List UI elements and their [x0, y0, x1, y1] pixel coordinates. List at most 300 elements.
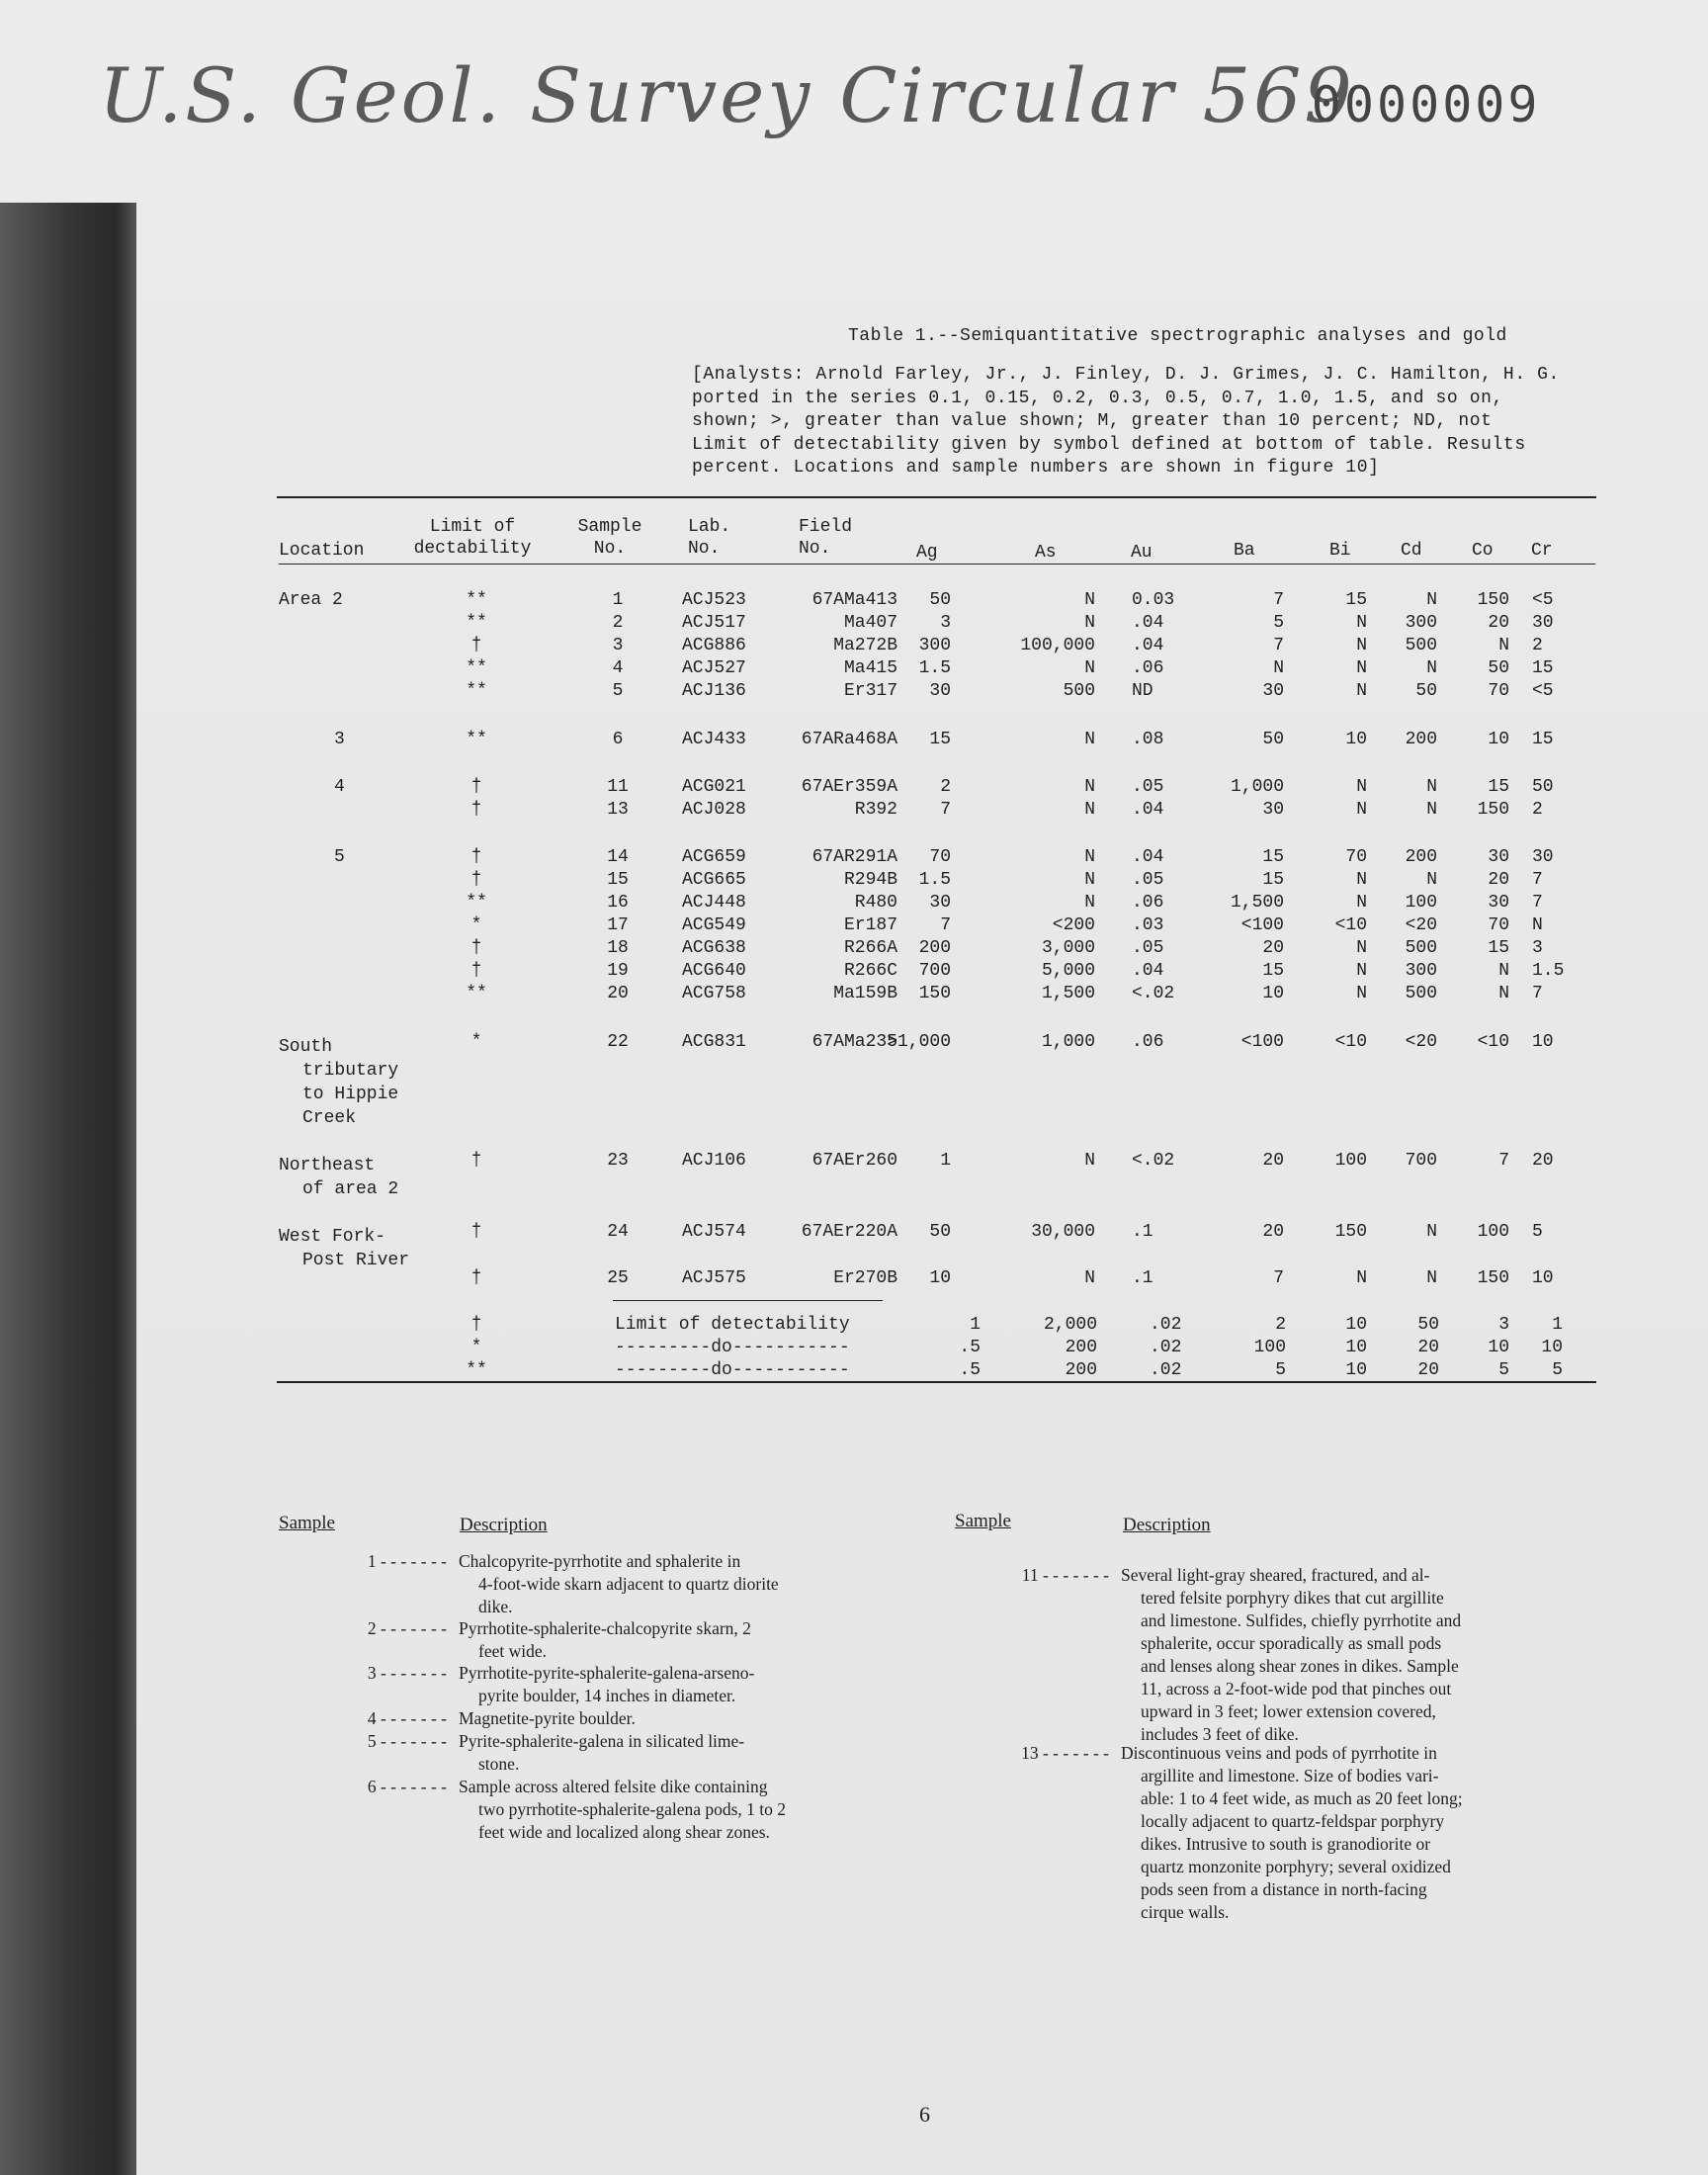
- table-cell-field: 67AMa235: [811, 1032, 897, 1052]
- table-cell-cd: <20: [1405, 1032, 1437, 1052]
- desc-sample-header-left: Sample: [279, 1513, 335, 1533]
- table-cell-au: .04: [1132, 847, 1164, 867]
- table-cell-bi: N: [1356, 938, 1367, 958]
- table-cell-co: N: [1498, 984, 1509, 1003]
- table-cell-limit: †: [470, 800, 482, 820]
- table-cell-as: 100,000: [1020, 636, 1095, 655]
- location-label-line: tributary: [302, 1061, 399, 1081]
- table-cell-ag: 7: [940, 800, 951, 820]
- table-cell-bi: N: [1356, 961, 1367, 981]
- table-cell-cr: 15: [1532, 730, 1554, 749]
- table-cell-cr: <5: [1532, 681, 1554, 701]
- location-label: 5: [334, 847, 345, 867]
- table-cell-field: 67ARa468A: [801, 730, 897, 749]
- table-cell-sample: 5: [612, 681, 624, 701]
- table-cell-bi: <10: [1334, 1032, 1367, 1052]
- table-cell-ba: N: [1273, 658, 1284, 678]
- table-cell-au: .05: [1132, 777, 1164, 797]
- table-cell-limit: **: [466, 590, 487, 610]
- table-cell-field: R480: [854, 893, 897, 913]
- desc-text-line: Pyrite-sphalerite-galena in silicated lime-: [459, 1731, 745, 1751]
- table-cell-co: 70: [1488, 681, 1509, 701]
- table-cell-au: .04: [1132, 613, 1164, 633]
- limit-row-au: .02: [1150, 1360, 1182, 1380]
- table-cell-au: .06: [1132, 658, 1164, 678]
- table-cell-cd: N: [1426, 658, 1437, 678]
- desc-text-line: quartz monzonite porphyry; several oxidized: [1141, 1857, 1451, 1876]
- location-label: 3: [334, 730, 345, 749]
- location-label: [279, 1154, 398, 1201]
- col-header-cd: Cd: [1401, 541, 1422, 561]
- table-cell-limit: **: [466, 681, 487, 701]
- limit-row-bi: 10: [1345, 1315, 1367, 1335]
- table-cell-sample: 20: [607, 984, 629, 1003]
- table-cell-sample: 4: [612, 658, 624, 678]
- table-cell-field: Ma415: [843, 658, 897, 678]
- table-cell-lab: ACJ575: [682, 1268, 746, 1288]
- table-cell-au: .03: [1132, 915, 1164, 935]
- table-cell-ba: 1,500: [1230, 893, 1284, 913]
- table-cell-as: 3,000: [1041, 938, 1095, 958]
- table-bottom-rule: [277, 1381, 1596, 1383]
- location-label: 4: [334, 777, 345, 797]
- table-cell-ba: <100: [1240, 915, 1284, 935]
- table-cell-sample: 16: [607, 893, 629, 913]
- desc-text-line: tered felsite porphyry dikes that cut argillite: [1141, 1588, 1444, 1608]
- table-cell-sample: 23: [607, 1151, 629, 1171]
- table-cell-au: .04: [1132, 800, 1164, 820]
- table-cell-ag: 50: [929, 1222, 951, 1242]
- table-cell-limit: †: [470, 1222, 482, 1242]
- table-cell-as: 30,000: [1031, 1222, 1095, 1242]
- table-cell-bi: N: [1356, 870, 1367, 890]
- table-cell-ag: 1.5: [918, 658, 951, 678]
- desc-text-line: feet wide.: [478, 1641, 547, 1661]
- table-cell-lab: ACG640: [682, 961, 746, 981]
- desc-text-line: feet wide and localized along shear zones.: [478, 1822, 770, 1842]
- table-cell-co: 30: [1488, 847, 1509, 867]
- table-cell-cr: 10: [1532, 1032, 1554, 1052]
- table-cell-lab: ACG638: [682, 938, 746, 958]
- table-cell-ag: 200: [918, 938, 951, 958]
- col-header-sample: [567, 516, 652, 560]
- table-cell-limit: †: [470, 961, 482, 981]
- table-cell-co: N: [1498, 961, 1509, 981]
- desc-text-line: dikes. Intrusive to south is granodiorite or: [1141, 1834, 1431, 1854]
- location-label-line: Post River: [302, 1251, 410, 1270]
- limit-row-cr: 10: [1541, 1338, 1563, 1357]
- table-cell-au: .04: [1132, 636, 1164, 655]
- table-cell-co: <10: [1477, 1032, 1509, 1052]
- table-cell-as: N: [1084, 1151, 1095, 1171]
- table-cell-cd: N: [1426, 1222, 1437, 1242]
- location-label-line: of area 2: [302, 1179, 399, 1199]
- table-cell-ba: 5: [1273, 613, 1284, 633]
- limit-row-cd: 20: [1417, 1338, 1439, 1357]
- table-cell-cd: N: [1426, 800, 1437, 820]
- headnote-line: Limit of detectability given by symbol defined at bottom of table. Results: [692, 434, 1526, 455]
- table-cell-as: N: [1084, 730, 1095, 749]
- table-cell-cd: 700: [1405, 1151, 1437, 1171]
- col-header-limit: [403, 516, 542, 560]
- table-cell-as: N: [1084, 893, 1095, 913]
- col-header-sample-line: Sample: [577, 517, 642, 537]
- limit-row-bi: 10: [1345, 1338, 1367, 1357]
- handwritten-title: [99, 51, 1541, 160]
- table-cell-limit: *: [470, 1032, 482, 1052]
- table-cell-cd: N: [1426, 870, 1437, 890]
- table-cell-ba: 10: [1262, 984, 1284, 1003]
- table-cell-as: 500: [1063, 681, 1095, 701]
- table-header-rule: [279, 564, 1595, 565]
- table-cell-ba: <100: [1240, 1032, 1284, 1052]
- desc-text-line: stone.: [478, 1754, 520, 1774]
- page-number: 6: [919, 2102, 930, 2127]
- table-cell-ba: 20: [1262, 938, 1284, 958]
- table-cell-au: .05: [1132, 870, 1164, 890]
- table-cell-au: .04: [1132, 961, 1164, 981]
- table-cell-as: N: [1084, 613, 1095, 633]
- table-cell-limit: **: [466, 893, 487, 913]
- table-cell-lab: ACG659: [682, 847, 746, 867]
- table-cell-ag: 30: [929, 893, 951, 913]
- table-cell-lab: ACJ517: [682, 613, 746, 633]
- table-cell-sample: 13: [607, 800, 629, 820]
- location-label-line: South: [279, 1037, 333, 1057]
- desc-text-line: able: 1 to 4 feet wide, as much as 20 feet long;: [1141, 1788, 1463, 1808]
- table-cell-cr: 30: [1532, 613, 1554, 633]
- table-cell-limit: †: [470, 636, 482, 655]
- limit-row-cd: 50: [1417, 1315, 1439, 1335]
- limit-row-as: 200: [1065, 1338, 1097, 1357]
- col-header-limit-line: dectability: [413, 539, 532, 559]
- table-cell-ag: 50: [929, 590, 951, 610]
- desc-text-line: 4-foot-wide skarn adjacent to quartz diorite: [478, 1574, 779, 1594]
- desc-description-header-left: Description: [460, 1515, 548, 1535]
- table-cell-field: 67AEr260: [811, 1151, 897, 1171]
- desc-text-line: dike.: [478, 1597, 513, 1616]
- col-header-ba: Ba: [1234, 541, 1255, 561]
- table-cell-limit: †: [470, 1268, 482, 1288]
- desc-text-line: Pyrrhotite-pyrite-sphalerite-galena-arseno-: [459, 1663, 755, 1683]
- desc-sample-header-right: Sample: [955, 1511, 1011, 1531]
- desc-sample-number: 5 - - - - - - -: [367, 1731, 447, 1751]
- table-cell-ag: 30: [929, 681, 951, 701]
- limit-row-ba: 100: [1253, 1338, 1286, 1357]
- table-cell-ba: 30: [1262, 800, 1284, 820]
- col-header-lab-line: No.: [688, 539, 721, 559]
- headnote-line: [Analysts: Arnold Farley, Jr., J. Finley, D. J. Grimes, J. C. Hamilton, H. G.: [692, 365, 1560, 385]
- table-cell-as: 1,000: [1041, 1032, 1095, 1052]
- table-cell-lab: ACJ106: [682, 1151, 746, 1171]
- limit-row-cr: 1: [1552, 1315, 1563, 1335]
- table-cell-field: Ma159B: [833, 984, 897, 1003]
- table-cell-cr: 3: [1532, 938, 1543, 958]
- table-cell-ag: 300: [918, 636, 951, 655]
- limit-row-bi: 10: [1345, 1360, 1367, 1380]
- table-cell-lab: ACJ574: [682, 1222, 746, 1242]
- limit-row-symbol: **: [466, 1360, 487, 1380]
- table-cell-co: 15: [1488, 777, 1509, 797]
- table-cell-limit: *: [470, 915, 482, 935]
- table-cell-ag: 1: [940, 1151, 951, 1171]
- col-header-field-line: Field: [799, 517, 853, 537]
- limit-row-as: 200: [1065, 1360, 1097, 1380]
- col-header-co: Co: [1472, 541, 1494, 561]
- table-cell-bi: N: [1356, 800, 1367, 820]
- table-cell-co: 20: [1488, 870, 1509, 890]
- table-cell-ba: 15: [1262, 870, 1284, 890]
- table-cell-field: Ma407: [843, 613, 897, 633]
- desc-text-line: Magnetite-pyrite boulder.: [459, 1708, 636, 1728]
- table-cell-co: 30: [1488, 893, 1509, 913]
- table-cell-ag: 150: [918, 984, 951, 1003]
- table-cell-ba: 7: [1273, 590, 1284, 610]
- limit-row-co: 3: [1498, 1315, 1509, 1335]
- table-cell-ba: 30: [1262, 681, 1284, 701]
- table-cell-sample: 18: [607, 938, 629, 958]
- desc-text-line: Discontinuous veins and pods of pyrrhotite in: [1121, 1743, 1437, 1763]
- table-cell-cd: 300: [1405, 961, 1437, 981]
- table-cell-co: 20: [1488, 613, 1509, 633]
- table-cell-as: N: [1084, 870, 1095, 890]
- table-cell-co: 150: [1477, 590, 1509, 610]
- desc-text-line: sphalerite, occur sporadically as small pods: [1141, 1633, 1442, 1653]
- table-cell-ba: 20: [1262, 1151, 1284, 1171]
- location-label-line: to Hippie: [302, 1085, 399, 1104]
- scan-shadow-edge: [0, 203, 136, 2175]
- limit-row-symbol: *: [470, 1338, 482, 1357]
- table-cell-au: .1: [1132, 1222, 1153, 1242]
- table-top-rule: [277, 496, 1596, 498]
- table-cell-sample: 22: [607, 1032, 629, 1052]
- table-cell-ag: 70: [929, 847, 951, 867]
- table-cell-bi: N: [1356, 777, 1367, 797]
- col-header-field: [799, 516, 852, 560]
- location-label-line: West Fork-: [279, 1227, 386, 1247]
- headnote-line: percent. Locations and sample numbers are shown in figure 10]: [692, 458, 1380, 478]
- table-cell-cd: 500: [1405, 984, 1437, 1003]
- table-cell-lab: ACJ136: [682, 681, 746, 701]
- table-cell-bi: N: [1356, 681, 1367, 701]
- table-headnote: [692, 364, 1560, 480]
- table-cell-field: Er317: [843, 681, 897, 701]
- table-cell-cr: 7: [1532, 984, 1543, 1003]
- table-cell-sample: 17: [607, 915, 629, 935]
- table-cell-lab: ACG549: [682, 915, 746, 935]
- table-cell-field: Er187: [843, 915, 897, 935]
- table-cell-cr: 7: [1532, 893, 1543, 913]
- table-cell-ba: 7: [1273, 1268, 1284, 1288]
- table-cell-lab: ACG886: [682, 636, 746, 655]
- table-cell-bi: N: [1356, 636, 1367, 655]
- table-cell-cd: N: [1426, 1268, 1437, 1288]
- table-cell-au: <.02: [1132, 984, 1175, 1003]
- table-cell-cr: 1.5: [1532, 961, 1565, 981]
- table-cell-field: 67AEr220A: [801, 1222, 897, 1242]
- table-cell-field: R294B: [843, 870, 897, 890]
- desc-text-line: pods seen from a distance in north-facing: [1141, 1879, 1427, 1899]
- table-cell-lab: ACG021: [682, 777, 746, 797]
- table-cell-cd: 200: [1405, 847, 1437, 867]
- limit-row-symbol: †: [470, 1315, 482, 1335]
- table-cell-limit: †: [470, 870, 482, 890]
- col-header-lab-line: Lab.: [688, 517, 731, 537]
- table-cell-as: N: [1084, 590, 1095, 610]
- table-cell-bi: 15: [1345, 590, 1367, 610]
- desc-sample-number: 3 - - - - - - -: [367, 1663, 447, 1683]
- table-cell-cr: 2: [1532, 636, 1543, 655]
- table-cell-limit: †: [470, 777, 482, 797]
- desc-text-line: cirque walls.: [1141, 1902, 1230, 1922]
- table-cell-as: 5,000: [1041, 961, 1095, 981]
- table-cell-ba: 7: [1273, 636, 1284, 655]
- table-cell-limit: †: [470, 938, 482, 958]
- col-header-lab: [688, 516, 730, 560]
- desc-text-line: argillite and limestone. Size of bodies vari-: [1141, 1766, 1439, 1785]
- desc-text-line: pyrite boulder, 14 inches in diameter.: [478, 1686, 736, 1705]
- table-cell-co: N: [1498, 636, 1509, 655]
- desc-sample-number: 13 - - - - - - -: [1021, 1743, 1109, 1763]
- desc-sample-number: 1 - - - - - - -: [367, 1551, 447, 1571]
- table-cell-limit: **: [466, 613, 487, 633]
- table-cell-cr: 2: [1532, 800, 1543, 820]
- location-label: Area 2: [279, 590, 343, 610]
- table-caption: Table 1.--Semiquantitative spectrographic analyses and gold: [848, 326, 1507, 346]
- table-cell-limit: **: [466, 730, 487, 749]
- table-cell-ag: 700: [918, 961, 951, 981]
- table-cell-cr: 7: [1532, 870, 1543, 890]
- headnote-line: shown; >, greater than value shown; M, greater than 10 percent; ND, not: [692, 411, 1493, 432]
- table-cell-au: .06: [1132, 893, 1164, 913]
- location-label: [279, 1225, 409, 1272]
- table-cell-bi: N: [1356, 613, 1367, 633]
- desc-sample-number: 11 - - - - - - -: [1021, 1565, 1109, 1585]
- limit-rule: [613, 1300, 883, 1301]
- limit-row-label: Limit of detectability: [615, 1315, 850, 1335]
- table-cell-lab: ACJ028: [682, 800, 746, 820]
- table-cell-ag: 1.5: [918, 870, 951, 890]
- table-cell-bi: N: [1356, 658, 1367, 678]
- table-cell-bi: N: [1356, 893, 1367, 913]
- table-cell-cd: 100: [1405, 893, 1437, 913]
- table-cell-field: 67AEr359A: [801, 777, 897, 797]
- table-cell-co: 50: [1488, 658, 1509, 678]
- col-header-field-line: No.: [799, 539, 831, 559]
- col-header-limit-line: Limit of: [429, 517, 516, 537]
- table-cell-sample: 6: [612, 730, 624, 749]
- table-cell-bi: <10: [1334, 915, 1367, 935]
- table-cell-ag: >1,000: [887, 1032, 951, 1052]
- table-cell-limit: †: [470, 1151, 482, 1171]
- table-cell-sample: 3: [612, 636, 624, 655]
- col-header-bi: Bi: [1329, 541, 1351, 561]
- table-cell-cr: 5: [1532, 1222, 1543, 1242]
- table-cell-bi: 70: [1345, 847, 1367, 867]
- limit-row-ag: .5: [959, 1360, 981, 1380]
- table-cell-as: N: [1084, 777, 1095, 797]
- location-label-line: Northeast: [279, 1156, 376, 1175]
- table-cell-cr: <5: [1532, 590, 1554, 610]
- table-cell-ba: 20: [1262, 1222, 1284, 1242]
- table-cell-au: <.02: [1132, 1151, 1175, 1171]
- limit-row-ba: 5: [1275, 1360, 1286, 1380]
- table-cell-sample: 19: [607, 961, 629, 981]
- desc-text-line: two pyrrhotite-sphalerite-galena pods, 1 to 2: [478, 1799, 787, 1819]
- table-cell-as: 1,500: [1041, 984, 1095, 1003]
- handwritten-title-text: U.S. Geol. Survey Circular 569: [99, 51, 1355, 139]
- table-cell-lab: ACJ433: [682, 730, 746, 749]
- desc-text-line: and limestone. Sulfides, chiefly pyrrhotite and: [1141, 1610, 1462, 1630]
- table-cell-co: 100: [1477, 1222, 1509, 1242]
- table-cell-as: N: [1084, 658, 1095, 678]
- desc-description-header-right: Description: [1123, 1515, 1211, 1535]
- table-cell-cd: N: [1426, 590, 1437, 610]
- table-cell-co: 15: [1488, 938, 1509, 958]
- desc-text-line: and lenses along shear zones in dikes. Sample: [1141, 1656, 1459, 1676]
- limit-row-as: 2,000: [1043, 1315, 1097, 1335]
- table-cell-as: N: [1084, 847, 1095, 867]
- table-cell-cd: 50: [1415, 681, 1437, 701]
- limit-row-au: .02: [1150, 1315, 1182, 1335]
- table-cell-limit: †: [470, 847, 482, 867]
- col-header-cr: Cr: [1531, 541, 1553, 561]
- col-header-sample-line: No.: [593, 539, 627, 559]
- table-cell-field: 67AR291A: [811, 847, 897, 867]
- table-cell-ag: 3: [940, 613, 951, 633]
- desc-sample-number: 4 - - - - - - -: [367, 1708, 447, 1728]
- table-cell-limit: **: [466, 984, 487, 1003]
- table-cell-cr: 20: [1532, 1151, 1554, 1171]
- limit-row-cr: 5: [1552, 1360, 1563, 1380]
- desc-text-line: locally adjacent to quartz-feldspar porphyry: [1141, 1811, 1445, 1831]
- desc-text-line: Sample across altered felsite dike containing: [459, 1777, 768, 1796]
- location-label: [279, 1035, 398, 1130]
- table-cell-co: 70: [1488, 915, 1509, 935]
- table-cell-cd: 300: [1405, 613, 1437, 633]
- desc-text-line: includes 3 feet of dike.: [1141, 1724, 1299, 1744]
- desc-text-line: Several light-gray sheared, fractured, and al-: [1121, 1565, 1430, 1585]
- desc-sample-number: 6 - - - - - - -: [367, 1777, 447, 1796]
- headnote-line: ported in the series 0.1, 0.15, 0.2, 0.3, 0.5, 0.7, 1.0, 1.5, and so on,: [692, 388, 1503, 408]
- desc-sample-number: 2 - - - - - - -: [367, 1618, 447, 1638]
- desc-text-line: Chalcopyrite-pyrrhotite and sphalerite in: [459, 1551, 741, 1571]
- table-cell-cr: 10: [1532, 1268, 1554, 1288]
- table-cell-as: N: [1084, 800, 1095, 820]
- table-cell-sample: 14: [607, 847, 629, 867]
- location-label-line: Creek: [302, 1108, 357, 1128]
- table-cell-cr: N: [1532, 915, 1543, 935]
- table-cell-co: 10: [1488, 730, 1509, 749]
- table-cell-lab: ACG665: [682, 870, 746, 890]
- table-cell-co: 7: [1498, 1151, 1509, 1171]
- col-header-ag: Ag: [916, 543, 938, 563]
- table-cell-field: R266A: [843, 938, 897, 958]
- table-cell-ba: 15: [1262, 847, 1284, 867]
- table-cell-as: N: [1084, 1268, 1095, 1288]
- limit-row-label: ---------do-----------: [615, 1338, 850, 1357]
- table-cell-sample: 15: [607, 870, 629, 890]
- table-cell-au: .06: [1132, 1032, 1164, 1052]
- table-cell-as: <200: [1052, 915, 1095, 935]
- limit-row-label: ---------do-----------: [615, 1360, 850, 1380]
- table-cell-limit: **: [466, 658, 487, 678]
- table-cell-field: Ma272B: [833, 636, 897, 655]
- table-cell-bi: N: [1356, 984, 1367, 1003]
- table-cell-lab: ACG758: [682, 984, 746, 1003]
- limit-row-au: .02: [1150, 1338, 1182, 1357]
- table-cell-au: .1: [1132, 1268, 1153, 1288]
